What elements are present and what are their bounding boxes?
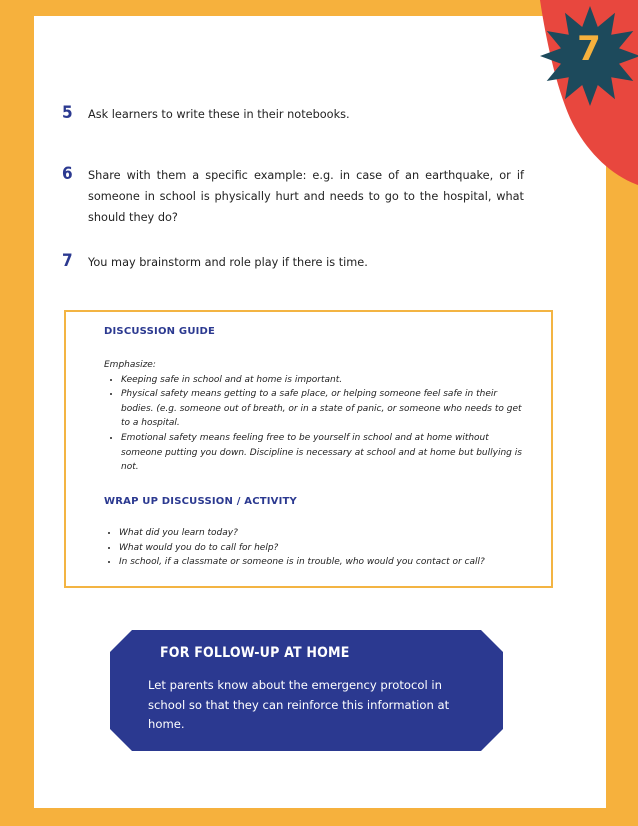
discussion-guide-body	[104, 358, 524, 475]
list-item: • What did you learn today?	[119, 526, 544, 541]
list-item: • Keeping safe in school and at home is important.	[121, 373, 524, 388]
list-item: • What would you do to call for help?	[119, 541, 544, 556]
wrap-up-heading: WRAP UP DISCUSSION / ACTIVITY	[104, 496, 297, 507]
step-number: 6	[62, 164, 73, 184]
page-number: 7	[577, 29, 601, 69]
step-text: Share with them a specific example: e.g. in case of an earthquake, or if someone in school is physically hurt and needs to go to the hospital, what should they do?	[88, 169, 524, 224]
list-item: • In school, if a classmate or someone is in trouble, who would you contact or call?	[119, 555, 544, 570]
follow-up-text: Let parents know about the emergency protocol in school so that they can reinforce this information at home.	[148, 678, 450, 731]
step-text: Ask learners to write these in their notebooks.	[88, 108, 350, 121]
discussion-guide-points	[104, 373, 524, 475]
wrap-up-questions	[104, 526, 544, 570]
discussion-guide-heading: DISCUSSION GUIDE	[104, 326, 216, 337]
follow-up-panel	[110, 630, 503, 751]
list-item: • Physical safety means getting to a safe place, or helping someone feel safe in their bodies. (e.g. someone out of breath, or in a state of panic, or someone who needs to get to a hospital.	[121, 387, 524, 431]
wrap-up-body	[104, 526, 544, 570]
step-number: 5	[62, 103, 73, 123]
discussion-guide-intro: Emphasize:	[104, 360, 156, 370]
step-text: You may brainstorm and role play if there is time.	[88, 256, 368, 269]
step-number: 7	[62, 251, 73, 271]
list-item: • Emotional safety means feeling free to be yourself in school and at home without someone putting you down. Discipline is necessary at school and at home but bullying is not.	[121, 431, 524, 475]
follow-up-title: FOR FOLLOW-UP AT HOME	[160, 645, 350, 661]
discussion-guide-box	[64, 310, 553, 588]
